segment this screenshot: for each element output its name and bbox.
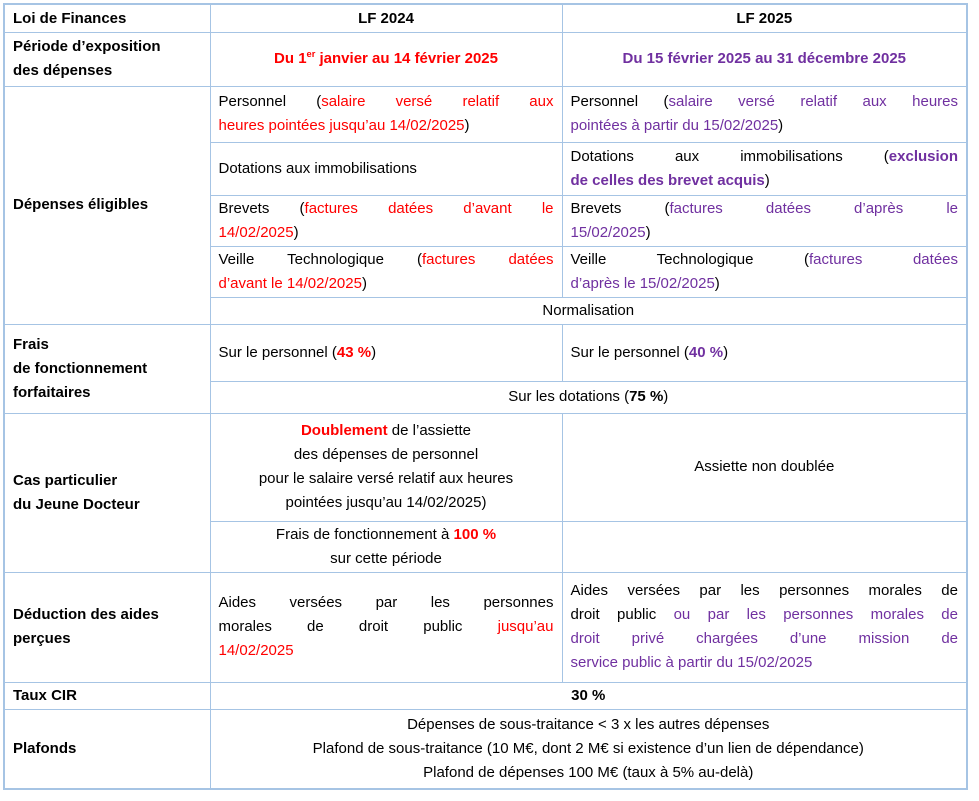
text-line xyxy=(13,469,202,493)
cell-personnel-43-lf2024 xyxy=(210,324,562,381)
text-run: de fonctionnement xyxy=(13,359,148,377)
text-run: Dotations aux immobilisations ( xyxy=(570,147,889,165)
text-line xyxy=(219,547,554,571)
text-run: Sur le personnel ( xyxy=(218,343,337,361)
text-run: ) xyxy=(371,343,377,361)
text-line xyxy=(571,603,959,627)
text-run: jusqu’au xyxy=(497,618,554,635)
text-line xyxy=(13,381,202,405)
label-periode-exposition xyxy=(4,32,210,86)
text-line xyxy=(219,197,554,221)
text-line xyxy=(571,455,959,479)
cell-veille-lf2024 xyxy=(210,246,562,297)
cell-brevets-lf2025 xyxy=(562,195,967,246)
text-run: droit public xyxy=(570,606,674,623)
text-line xyxy=(219,419,554,443)
text-line xyxy=(219,684,959,708)
cell-personnel-40-lf2025 xyxy=(562,324,967,381)
text-run: Dotations aux immobilisations xyxy=(218,159,417,177)
text-line xyxy=(219,491,554,515)
text-run: Frais xyxy=(13,335,49,353)
text-run: Du 15 février 2025 au 31 décembre 2025 xyxy=(622,50,906,67)
text-line xyxy=(219,713,959,737)
cell-frais-100-lf2024 xyxy=(210,521,562,572)
text-run: salaire versé relatif aux heures xyxy=(668,93,958,110)
cell-assiette-lf2025 xyxy=(562,413,967,521)
text-line xyxy=(219,467,554,491)
cell-taux-30 xyxy=(210,682,967,709)
text-run: Dépenses de sous-traitance < 3 x les autres dépenses xyxy=(407,715,770,733)
text-run: Sur les dotations ( xyxy=(508,388,630,405)
text-run: Personnel ( xyxy=(218,93,322,110)
text-run: Plafond de sous-traitance (10 M€, dont 2 M€ si existence d’un lien de dépendance) xyxy=(312,739,864,757)
text-line xyxy=(219,523,554,547)
text-run: de l’assiette xyxy=(387,422,472,439)
text-run: du Jeune Docteur xyxy=(13,495,140,513)
cell-periode-lf2025 xyxy=(562,32,967,86)
text-run: ) xyxy=(663,388,669,405)
header-row xyxy=(4,4,967,32)
text-run: exclusion xyxy=(888,147,958,165)
text-line xyxy=(13,333,202,357)
text-line xyxy=(571,47,959,71)
text-run: Normalisation xyxy=(542,301,635,319)
text-run: Veille Technologique ( xyxy=(570,250,810,268)
text-run: pointées jusqu’au 14/02/2025) xyxy=(285,494,487,511)
text-run: 43 % xyxy=(336,343,372,361)
text-line xyxy=(219,341,554,365)
text-line xyxy=(219,443,554,467)
row-jeune-docteur-assiette xyxy=(4,413,967,521)
text-run: d’avant le 14/02/2025 xyxy=(218,274,362,292)
text-run: 15/02/2025 xyxy=(570,223,646,241)
header-lf-2025: LF 2025 xyxy=(562,4,967,32)
text-line xyxy=(13,603,202,627)
label-cas-jeune-docteur xyxy=(4,413,210,572)
row-taux-cir xyxy=(4,682,967,709)
text-run: heures pointées jusqu’au 14/02/2025 xyxy=(218,117,465,134)
text-run: perçues xyxy=(13,630,71,647)
text-run: service public à partir du 15/02/2025 xyxy=(570,654,813,671)
cell-empty-lf2025 xyxy=(562,521,967,572)
text-line xyxy=(219,761,959,785)
text-line xyxy=(571,90,959,114)
label-frais-fonctionnement xyxy=(4,324,210,413)
text-line xyxy=(219,615,554,639)
text-run: Assiette non doublée xyxy=(694,458,835,475)
text-run: janvier au 14 février 2025 xyxy=(315,50,498,67)
text-run: droit privé chargées d’une mission de xyxy=(570,630,958,647)
text-run: Cas particulier xyxy=(13,471,118,489)
text-run: Plafonds xyxy=(13,739,77,757)
text-run: d’après le 15/02/2025 xyxy=(570,274,715,292)
text-run: ou par les personnes morales de xyxy=(673,606,958,623)
text-run: des dépenses de personnel xyxy=(293,446,479,463)
text-line xyxy=(13,627,202,651)
text-run: Aides versées par les personnes morales de xyxy=(570,582,958,599)
text-run: pour le salaire versé relatif aux heures xyxy=(258,470,514,487)
text-line xyxy=(571,579,959,603)
text-run: Aides versées par les personnes xyxy=(218,594,554,611)
text-run: Doublement xyxy=(300,422,388,439)
text-run: factures datées xyxy=(809,250,958,268)
text-line xyxy=(219,385,959,409)
loi-finances-comparison-table xyxy=(3,3,968,790)
text-line xyxy=(13,35,202,59)
text-run: Taux CIR xyxy=(13,686,77,704)
text-line xyxy=(219,47,554,71)
cell-brevets-lf2024 xyxy=(210,195,562,246)
header-lf-2024: LF 2024 xyxy=(210,4,562,32)
text-run: 100 % xyxy=(453,525,497,543)
label-taux-cir xyxy=(4,682,210,709)
text-run: des dépenses xyxy=(13,62,113,79)
text-line xyxy=(219,157,554,181)
text-line xyxy=(219,737,959,761)
text-run: Du 1 xyxy=(274,50,307,67)
cell-dotations-lf2024 xyxy=(210,142,562,195)
text-line xyxy=(219,248,554,272)
text-line xyxy=(571,169,959,193)
text-run: er xyxy=(306,49,316,59)
text-line xyxy=(13,737,202,761)
text-run: 14/02/2025 xyxy=(218,642,294,659)
header-loi-de-finances: Loi de Finances xyxy=(4,4,210,32)
cell-aides-lf2025 xyxy=(562,572,967,682)
text-run: ) xyxy=(714,274,720,292)
text-run: Frais de fonctionnement à xyxy=(275,525,454,543)
text-run: Veille Technologique ( xyxy=(218,250,423,268)
text-line xyxy=(219,90,554,114)
text-line xyxy=(571,221,959,245)
text-line xyxy=(13,59,202,83)
row-periode xyxy=(4,32,967,86)
text-line xyxy=(13,493,202,517)
cell-doublement-lf2024 xyxy=(210,413,562,521)
text-run: 75 % xyxy=(629,388,664,405)
text-run: ) xyxy=(293,223,299,241)
cell-dotations-lf2025 xyxy=(562,142,967,195)
text-run: factures datées xyxy=(422,250,554,268)
text-run: ) xyxy=(361,274,367,292)
text-run: 14/02/2025 xyxy=(218,223,294,241)
text-line xyxy=(571,272,959,296)
text-line xyxy=(219,591,554,615)
text-run: Déduction des aides xyxy=(13,606,159,623)
cell-dotations-75 xyxy=(210,381,967,413)
text-run: Brevets ( xyxy=(570,199,670,217)
cell-plafonds-detail xyxy=(210,709,967,789)
row-plafonds xyxy=(4,709,967,789)
text-line xyxy=(219,299,959,323)
text-run: ) xyxy=(764,171,770,189)
text-line xyxy=(571,197,959,221)
text-line xyxy=(571,145,959,169)
label-depenses-eligibles xyxy=(4,86,210,324)
text-run: de celles des brevet acquis xyxy=(570,171,765,189)
text-run: factures datées d’après le xyxy=(669,199,958,217)
text-run: 30 % xyxy=(571,686,606,704)
label-plafonds xyxy=(4,709,210,789)
cell-aides-lf2024 xyxy=(210,572,562,682)
text-run: ) xyxy=(464,117,470,134)
text-run: 40 % xyxy=(688,343,724,361)
text-run: Plafond de dépenses 100 M€ (taux à 5% au-delà) xyxy=(423,763,754,781)
text-run: Brevets ( xyxy=(218,199,305,217)
cell-veille-lf2025 xyxy=(562,246,967,297)
text-run: Personnel ( xyxy=(570,93,669,110)
text-line xyxy=(219,272,554,296)
text-line xyxy=(13,357,202,381)
text-run: Sur le personnel ( xyxy=(570,343,689,361)
row-deduction-aides xyxy=(4,572,967,682)
text-line xyxy=(219,221,554,245)
text-run: Dépenses éligibles xyxy=(13,196,149,213)
text-line xyxy=(13,193,202,217)
text-line xyxy=(13,684,202,708)
text-line xyxy=(571,651,959,675)
cell-periode-lf2024 xyxy=(210,32,562,86)
text-line xyxy=(219,114,554,138)
text-run: sur cette période xyxy=(330,549,442,567)
row-frais-personnel xyxy=(4,324,967,381)
text-run: ) xyxy=(645,223,651,241)
cell-personnel-lf2025 xyxy=(562,86,967,142)
text-line xyxy=(571,248,959,272)
label-deduction-aides xyxy=(4,572,210,682)
text-run: Période d’exposition xyxy=(13,38,161,55)
text-run: pointées à partir du 15/02/2025 xyxy=(570,117,779,134)
text-line xyxy=(571,627,959,651)
cell-personnel-lf2024 xyxy=(210,86,562,142)
row-personnel xyxy=(4,86,967,142)
text-line xyxy=(219,639,554,663)
cell-normalisation xyxy=(210,297,967,324)
text-run: forfaitaires xyxy=(13,383,91,401)
text-run: morales de droit public xyxy=(218,618,498,635)
text-line xyxy=(571,114,959,138)
text-run: ) xyxy=(723,343,729,361)
text-run: ) xyxy=(778,117,784,134)
text-line xyxy=(571,341,959,365)
text-run: factures datées d’avant le xyxy=(304,199,554,217)
text-run: salaire versé relatif aux xyxy=(321,93,554,110)
